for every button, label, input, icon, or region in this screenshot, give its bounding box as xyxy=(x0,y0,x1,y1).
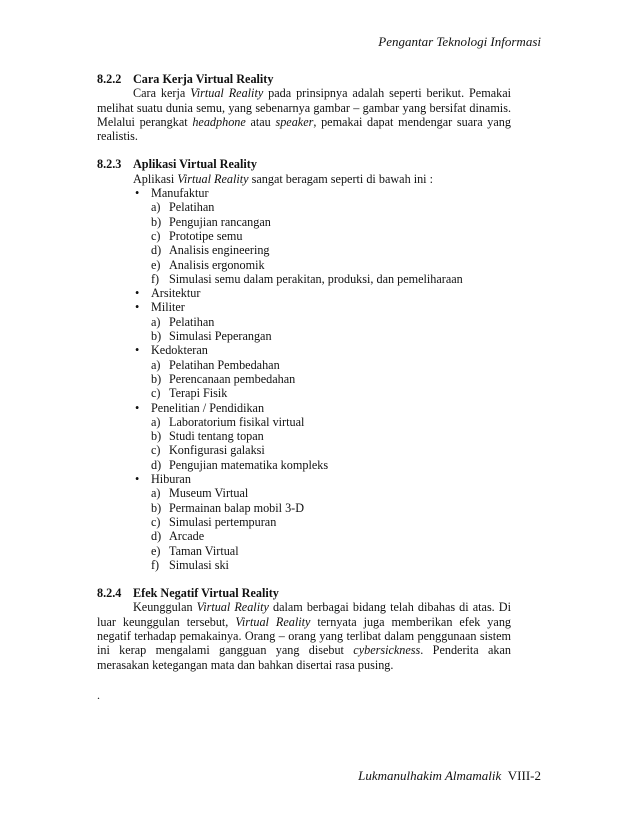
list-item xyxy=(151,243,511,257)
italic-term: speaker xyxy=(275,114,314,129)
item-letter: e) xyxy=(151,257,161,272)
category-sublist xyxy=(151,315,511,344)
category-sublist xyxy=(151,415,511,472)
item-text: Pelatihan Pembedahan xyxy=(169,357,280,372)
item-letter: a) xyxy=(151,414,161,429)
item-letter: c) xyxy=(151,514,161,529)
section-title: Aplikasi Virtual Reality xyxy=(133,157,257,172)
text-run: Cara kerja xyxy=(133,86,191,101)
section-heading-8-2-2 xyxy=(97,72,511,86)
item-letter: a) xyxy=(151,486,161,501)
italic-term: Virtual Reality xyxy=(177,171,249,186)
page-number: VIII-2 xyxy=(507,768,541,783)
italic-term: Virtual Reality xyxy=(190,86,264,101)
item-text: Simulasi Peperangan xyxy=(169,329,272,344)
list-item xyxy=(151,215,511,229)
page-footer xyxy=(358,768,541,784)
page-content xyxy=(97,72,511,672)
category-label: Arsitektur xyxy=(151,286,201,301)
category-sublist xyxy=(151,486,511,572)
item-text: Simulasi semu dalam perakitan, produksi, dan pemeliharaan xyxy=(169,271,463,286)
category-label: Manufaktur xyxy=(151,186,209,201)
stray-dot: . xyxy=(97,688,100,702)
item-text: Perencanaan pembedahan xyxy=(169,371,296,386)
section-title: Cara Kerja Virtual Reality xyxy=(133,72,274,86)
list-item xyxy=(151,443,511,457)
list-item xyxy=(151,329,511,343)
text-run: . Penderita akan merasakan ketegangan mata dan bahkan disertai rasa pusing. xyxy=(97,643,512,672)
item-text: Permainan balap mobil 3-D xyxy=(169,500,305,515)
list-item xyxy=(151,544,511,558)
text-run: , pemakai dapat mendengar suara yang realistis. xyxy=(97,114,511,144)
list-item xyxy=(151,200,511,214)
application-category xyxy=(133,401,511,472)
item-text: Terapi Fisik xyxy=(169,386,228,401)
text-run: Keunggulan xyxy=(133,600,197,615)
item-letter: a) xyxy=(151,357,161,372)
list-item xyxy=(151,458,511,472)
category-sublist xyxy=(151,200,511,286)
list-item xyxy=(151,501,511,515)
text-run: Aplikasi xyxy=(133,171,178,186)
item-text: Museum Virtual xyxy=(169,486,249,501)
list-item xyxy=(151,315,511,329)
text-run: sangat beragam seperti di bawah ini : xyxy=(248,171,434,186)
list-item xyxy=(151,415,511,429)
list-item xyxy=(151,486,511,500)
item-letter: a) xyxy=(151,314,161,329)
text-run: dalam berbagai bidang telah dibahas di atas. Di luar keunggulan tersebut, xyxy=(97,600,511,629)
item-letter: d) xyxy=(151,529,162,544)
item-text: Pengujian rancangan xyxy=(169,214,271,229)
category-label: Hiburan xyxy=(151,472,191,487)
text-run: ternyata juga memberikan efek yang negatif terhadap pemakainya. Orang – orang yang terlibat dalam penggunaan sistem ini kerap mengalami gangguan yang disebut xyxy=(97,614,512,658)
section-title: Efek Negatif Virtual Reality xyxy=(133,586,279,601)
section-heading-8-2-4 xyxy=(97,586,511,600)
item-letter: b) xyxy=(151,500,162,515)
item-letter: d) xyxy=(151,243,162,258)
bullet-icon: • xyxy=(135,472,140,487)
italic-term: cybersickness xyxy=(353,643,421,658)
footer-author: Lukmanulhakim Almamalik xyxy=(358,768,502,783)
item-text: Analisis ergonomik xyxy=(169,257,265,272)
list-item xyxy=(151,515,511,529)
item-letter: d) xyxy=(151,457,162,472)
item-letter: a) xyxy=(151,200,161,215)
text-run: pada prinsipnya adalah seperti berikut. Pemakai melihat suatu dunia semu, yang sebenarnya gambar – gambar yang bersifat dinamis. Melalui perangkat xyxy=(97,86,511,129)
category-sublist xyxy=(151,358,511,401)
application-category xyxy=(133,186,511,286)
italic-term: Virtual Reality xyxy=(196,600,269,615)
bullet-icon: • xyxy=(135,400,140,415)
text-run: atau xyxy=(245,114,276,129)
item-text: Simulasi ski xyxy=(169,557,229,572)
bullet-icon: • xyxy=(135,343,140,358)
item-letter: b) xyxy=(151,429,162,444)
bullet-icon: • xyxy=(135,300,140,315)
item-letter: f) xyxy=(151,557,160,572)
application-category xyxy=(133,300,511,343)
italic-term: Virtual Reality xyxy=(235,614,311,629)
item-text: Taman Virtual xyxy=(169,543,239,558)
item-text: Konfigurasi galaksi xyxy=(169,443,265,458)
list-item xyxy=(151,529,511,543)
bullet-icon: • xyxy=(135,286,140,301)
item-letter: c) xyxy=(151,443,161,458)
bullet-icon: • xyxy=(135,186,140,201)
list-item xyxy=(151,372,511,386)
section-paragraph-how-vr-works xyxy=(97,86,511,143)
list-item xyxy=(151,229,511,243)
item-text: Laboratorium fisikal virtual xyxy=(169,414,305,429)
item-letter: b) xyxy=(151,329,162,344)
item-letter: f) xyxy=(151,271,160,286)
item-letter: c) xyxy=(151,386,161,401)
list-item xyxy=(151,429,511,443)
item-text: Analisis engineering xyxy=(169,243,270,258)
list-item xyxy=(151,558,511,572)
application-category xyxy=(133,286,511,300)
item-letter: e) xyxy=(151,543,161,558)
item-text: Arcade xyxy=(169,529,205,544)
item-text: Simulasi pertempuran xyxy=(169,514,277,529)
applications-list xyxy=(97,186,511,572)
item-text: Pelatihan xyxy=(169,200,215,215)
section-paragraph-negative-effects xyxy=(97,600,511,671)
application-category xyxy=(133,472,511,572)
item-letter: b) xyxy=(151,214,162,229)
item-text: Pengujian matematika kompleks xyxy=(169,457,329,472)
item-text: Studi tentang topan xyxy=(169,429,264,444)
applications-intro xyxy=(97,172,511,186)
list-item xyxy=(151,272,511,286)
section-number: 8.2.3 xyxy=(97,157,122,172)
category-label: Militer xyxy=(151,300,185,315)
italic-term: headphone xyxy=(192,114,246,129)
list-item xyxy=(151,386,511,400)
item-text: Prototipe semu xyxy=(169,228,243,243)
running-header: Pengantar Teknologi Informasi xyxy=(378,34,541,49)
application-category xyxy=(133,343,511,400)
category-label: Penelitian / Pendidikan xyxy=(151,400,265,415)
section-number: 8.2.2 xyxy=(97,72,122,86)
section-heading-8-2-3 xyxy=(97,157,511,171)
item-text: Pelatihan xyxy=(169,314,215,329)
item-letter: c) xyxy=(151,228,161,243)
list-item xyxy=(151,258,511,272)
section-number: 8.2.4 xyxy=(97,586,122,601)
category-label: Kedokteran xyxy=(151,343,208,358)
list-item xyxy=(151,358,511,372)
item-letter: b) xyxy=(151,371,162,386)
